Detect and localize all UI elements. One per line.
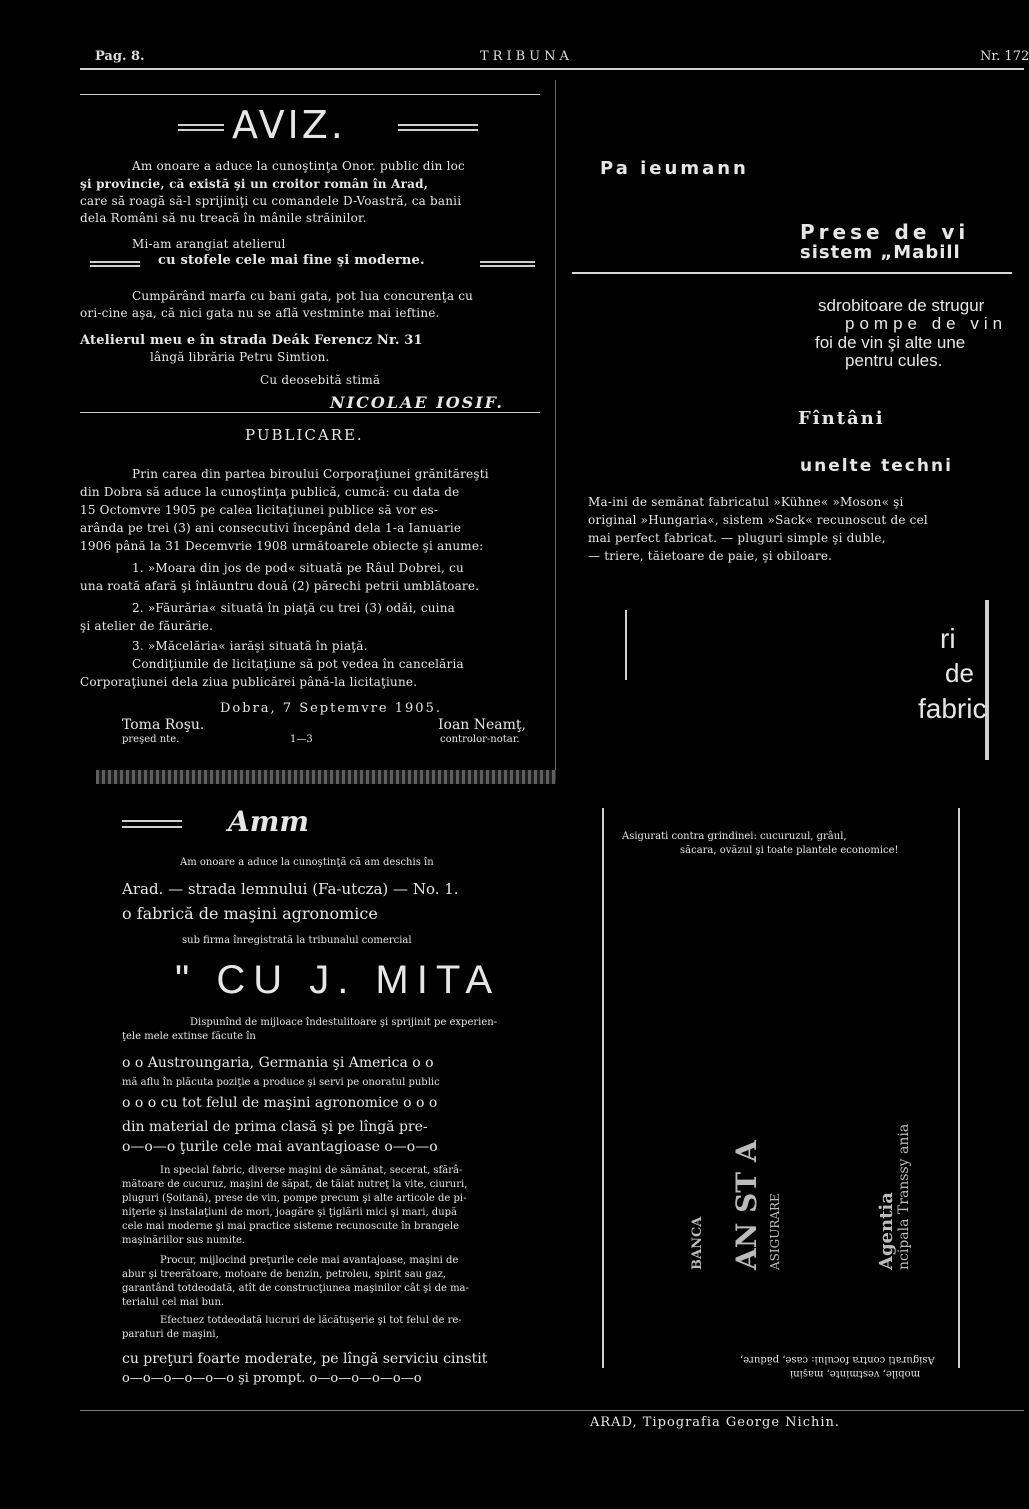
mitu-p1-3: pluguri (Şoitană), prese de vin, pompe precum şi alte articole de pi- (122, 1193, 467, 1204)
column-divider (555, 80, 556, 780)
rightad-line-2: pompe de vin (845, 314, 1008, 333)
publicare-top-rule (80, 412, 540, 413)
mitu-firm: " CU J. MITA (175, 958, 501, 1002)
mitu-p2-4: terialul cel mai bun. (122, 1297, 225, 1308)
aviz-deco-left (90, 261, 140, 263)
mitu-p2-3: garantând totdeodată, atît de construcţiunea maşinilor cât şi de ma- (122, 1283, 469, 1294)
asig-bottom-2: mobile, vestminte, maşini (790, 1368, 921, 1379)
mitu-c4: din material de prima clasă şi pe lîngă pre- (122, 1119, 428, 1135)
mitu-f2: o—o—o—o—o—o şi prompt. o—o—o—o—o—o (122, 1371, 422, 1386)
publicare-sign-left: Toma Roşu. (122, 717, 205, 733)
newspaper-title: TRIBUNA (480, 49, 573, 64)
rightad-bar-left (625, 610, 627, 680)
mitu-p1-5: cele mai moderne şi mai practice sisteme recunoscute în brangele (122, 1221, 460, 1232)
page-number: Pag. 8. (95, 49, 145, 64)
rightad-body-4: — triere, tăietoare de paie, şi obiloare. (588, 549, 833, 563)
rightad-prese: Prese de vi (800, 220, 970, 244)
aviz-line-10: lângă librăria Petru Simtion. (150, 350, 330, 364)
aviz-line-7: Cumpărând marfa cu bani gata, pot lua concurenţa cu (132, 289, 474, 303)
aviz-closing: Cu deosebită stimă (260, 373, 381, 387)
mitu-c5: o—o—o ţurile cele mai avantagioase o—o—o (122, 1139, 438, 1155)
publicare-line-4: arânda pe trei (3) ani consecutivi începând dela 1-a Ianuarie (80, 521, 462, 535)
rightad-frag-2: de (945, 658, 974, 688)
asig-border-left (602, 808, 604, 1368)
asig-top-2: săcara, ovăzul şi toate plantele economice! (680, 845, 899, 856)
rightad-frag-1: ri (940, 623, 956, 654)
asig-col-1: BANCA (690, 1216, 705, 1270)
rightad-body-1: Ma-ini de semănat fabricatul »Kühne« »Moson« şi (588, 495, 904, 509)
publicare-item-1b: una roată afară şi înlăuntru două (2) părechi petrii umblătoare. (80, 579, 480, 593)
aviz-title-deco-right (398, 124, 478, 126)
mitu-p3-2: paraturi de maşini, (122, 1329, 219, 1340)
aviz-line-6: cu stofele cele mai fine şi moderne. (158, 253, 425, 268)
mitu-c2: mă aflu în plăcuta poziţie a produce şi servi pe onoratul public (122, 1077, 440, 1088)
rightad-unelte: unelte techni (800, 456, 953, 476)
rightad-bar-right (985, 600, 989, 760)
mitu-p2-2: abur şi treerătoare, motoare de benzin, petroleu, spirit sau gaz, (122, 1269, 447, 1280)
aviz-title: AVIZ. (232, 103, 346, 147)
rightad-body-2: original »Hungaria«, sistem »Sack« recunoscut de cel (588, 513, 928, 527)
mitu-c1: o o Austroungaria, Germania şi America o o (122, 1055, 434, 1071)
mitu-b2: ţele mele extinse făcute în (122, 1031, 256, 1042)
publicare-line-11: Condiţiunile de licitaţiune să pot vedea în cancelăria (132, 657, 464, 671)
aviz-line-9: Atelierul meu e în strada Deák Ferencz Nr. 31 (80, 333, 423, 348)
mitu-line-1: Am onoare a aduce la cunoştinţă că am deschis în (180, 857, 434, 868)
mitu-p2-1: Procur, mijlocind preţurile cele mai avantajoase, maşini de (160, 1255, 459, 1266)
mitu-p1-1: In special fabric, diverse maşini de sămănat, secerat, sfărâ- (160, 1165, 463, 1176)
asig-border-right (958, 808, 960, 1368)
publicare-ref: 1—3 (290, 734, 313, 745)
aviz-title-deco-left (178, 124, 224, 126)
mitu-p3-1: Efectuez totdeodată lucruri de lăcătuşerie şi tot felul de re- (160, 1315, 462, 1326)
asig-col-3: ASIGURARE (768, 1193, 782, 1270)
publicare-line-1: Prin carea din partea biroului Corporaţiunei grănităreşti (132, 467, 489, 481)
print-smudge-row (96, 770, 556, 784)
mitu-brand: Amm (228, 805, 309, 838)
rightad-heading: Pa ieumann (600, 158, 749, 179)
rightad-sistem: sistem „Mabill (800, 242, 961, 263)
rightad-line-4: pentru cules. (845, 351, 943, 370)
asig-bottom-1: Asigurati contra focului: case, pădure, (740, 1354, 935, 1365)
mitu-b1: Dispunînd de mijloace îndestulitoare şi sprijinit pe experien- (190, 1017, 498, 1028)
publicare-sign-right-role: controlor-notar. (440, 734, 520, 745)
aviz-signature: NICOLAE IOSIF. (330, 393, 504, 412)
publicare-date: Dobra, 7 Septemvre 1905. (220, 701, 442, 716)
mitu-p1-2: mătoare de cucuruz, maşini de săpat, de tăiat nutreţ la vite, ciururi, (122, 1179, 468, 1190)
publicare-item-2b: şi atelier de făurărie. (80, 619, 214, 633)
rightad-line-1: sdrobitoare de strugur (818, 296, 985, 315)
rightad-fintani: Fîntâni (798, 408, 885, 429)
mitu-f1: cu preţuri foarte moderate, pe lîngă serviciu cinstit (122, 1351, 488, 1367)
aviz-line-2: şi provincie, că există şi un croitor român în Arad, (80, 177, 429, 191)
rightad-body-3: mai perfect fabricat. — pluguri simple şi duble, (588, 531, 886, 545)
mitu-line-4: sub firma înregistrată la tribunalul comercial (182, 935, 412, 946)
publicare-sign-right: Ioan Neamţ, (438, 717, 527, 733)
publicare-line-12: Corporaţiunei dela ziua publicărei până-la licitaţiune. (80, 675, 418, 689)
publicare-title: PUBLICARE. (245, 426, 364, 444)
rightad-line-3: foi de vin şi alte une (815, 333, 966, 352)
publicare-item-1: 1. »Moara din jos de pod« situată pe Râul Dobrei, cu (132, 561, 464, 575)
mitu-p1-4: niţerie şi instalaţiuni de mori, joagăre şi ţiglării mici şi mari, după (122, 1207, 457, 1218)
footer-rule (80, 1410, 1024, 1411)
aviz-line-4: dela Români să nu treacă în mânile străinilor. (80, 211, 367, 225)
mitu-deco-left (122, 820, 182, 822)
mitu-line-2: Arad. — strada lemnului (Fa-utcza) — No. 1. (122, 880, 459, 898)
publicare-line-5: 1906 până la 31 Decemvrie 1908 următoarele obiecte şi anume: (80, 539, 484, 553)
asig-col-4: Agentia (876, 1192, 897, 1270)
aviz-line-8: ori-cine aşa, că nici gata nu se află vestminte mai ieftine. (80, 306, 440, 320)
issue-number: Nr. 172 (980, 49, 1029, 64)
footer-printer: ARAD, Tipografia George Nichin. (590, 1415, 841, 1430)
publicare-line-3: 15 Octomvre 1905 pe calea licitaţiunei publice să vor es- (80, 503, 439, 517)
publicare-sign-left-role: preşed nte. (122, 734, 180, 745)
aviz-deco-right (480, 261, 535, 263)
asig-col-2: AN ST A (730, 1140, 763, 1270)
aviz-line-3: care să roagă să-l sprijiniţi cu comandele D-Voastră, ca banii (80, 194, 462, 208)
aviz-line-5: Mi-am arangiat atelierul (132, 237, 286, 251)
asig-col-5: ncipala Transsy ania (896, 1123, 912, 1270)
aviz-top-rule (80, 94, 540, 95)
rightad-frag-3: fabric (918, 693, 987, 724)
publicare-line-2: din Dobra să aduce la cunoştinţa publică, cumcă: cu data de (80, 485, 460, 499)
aviz-line-1: Am onoare a aduce la cunoştinţa Onor. public din loc (132, 159, 465, 173)
header-rule (80, 68, 1024, 70)
mitu-line-3: o fabrică de maşini agronomice (122, 904, 378, 923)
publicare-item-2: 2. »Făurăria« situată în piaţă cu trei (3) odăi, cuina (132, 601, 455, 615)
mitu-c3: o o o cu tot felul de maşini agronomice o o o (122, 1095, 438, 1111)
mitu-p1-6: maşinăriilor sus numite. (122, 1235, 246, 1246)
asig-top-1: Asigurati contra grindinei: cucuruzul, grâul, (622, 831, 847, 842)
publicare-item-3: 3. »Măcelăria« iarăşi situată în piaţă. (132, 639, 368, 653)
